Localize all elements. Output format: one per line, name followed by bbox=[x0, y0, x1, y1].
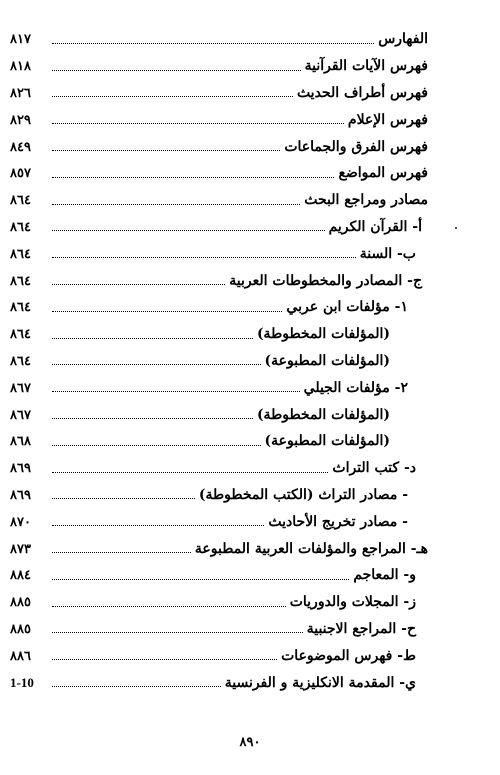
toc-entry-title: ح- المراجع الاجنبية bbox=[306, 620, 416, 637]
toc-entry bbox=[10, 508, 428, 535]
toc-entry-title: ٢- مؤلفات الجيلي bbox=[303, 379, 408, 396]
toc-entry bbox=[10, 374, 428, 401]
toc-entry-page-number: ٨٨٦ bbox=[10, 647, 31, 663]
toc-entry-title: ١- مؤلفات ابن عربي bbox=[286, 299, 408, 316]
toc-entry-page-number: ٨١٧ bbox=[10, 31, 31, 47]
toc-entry bbox=[10, 214, 428, 241]
toc-entry-title: هـ- المراجع والمؤلفات العربية المطبوعة bbox=[194, 540, 428, 557]
toc-entry-title: - مصادر التراث (الكتب المخطوطة) bbox=[198, 486, 408, 503]
dot-leader bbox=[52, 257, 356, 258]
toc-entry-page-number: ٨٦٩ bbox=[10, 460, 31, 476]
toc-entry-title: (المؤلفات المطبوعة) bbox=[264, 433, 390, 450]
toc-entry-page-number: ٨٢٦ bbox=[10, 84, 31, 100]
dot-leader bbox=[52, 230, 325, 231]
dot-leader bbox=[52, 472, 328, 473]
toc-entry-title: د- كتب التراث bbox=[332, 460, 416, 477]
toc-entry bbox=[10, 106, 428, 133]
toc-entry bbox=[10, 348, 428, 375]
toc-entry-page-number: ٨٦٤ bbox=[10, 326, 31, 342]
toc-entry-title: الفهارس bbox=[378, 31, 428, 48]
toc-entry bbox=[10, 53, 428, 80]
dot-leader bbox=[52, 418, 253, 419]
toc-entry bbox=[10, 294, 428, 321]
toc-entry-title: (المؤلفات المطبوعة) bbox=[264, 352, 390, 369]
toc-entry-title: مصادر ومراجع البحث bbox=[304, 192, 428, 209]
toc-entry bbox=[10, 669, 428, 696]
dot-leader bbox=[52, 338, 253, 339]
toc-entry bbox=[10, 562, 428, 589]
dot-leader bbox=[52, 632, 303, 633]
toc-entry-title: (المؤلفات المخطوطة) bbox=[256, 326, 390, 343]
dot-leader bbox=[52, 177, 334, 178]
dot-leader bbox=[52, 96, 293, 97]
toc-entry bbox=[10, 535, 428, 562]
toc-entry-page-number: 1-10 bbox=[10, 674, 34, 690]
toc-entry-page-number: ٨٦٤ bbox=[10, 218, 31, 234]
toc-entry bbox=[10, 482, 428, 509]
dot-leader bbox=[52, 150, 280, 151]
toc-entry-title: ز- المجلات والدوريات bbox=[289, 594, 416, 611]
dot-leader bbox=[52, 43, 374, 44]
stray-mark bbox=[455, 227, 457, 229]
toc-entry bbox=[10, 80, 428, 107]
toc-entry bbox=[10, 616, 428, 643]
toc-entry bbox=[10, 187, 428, 214]
toc-entry bbox=[10, 455, 428, 482]
toc-entry-page-number: ٨٦٤ bbox=[10, 192, 31, 208]
toc-entry-title: ي- المقدمة الانكليزية و الفرنسية bbox=[224, 674, 416, 691]
table-of-contents bbox=[10, 26, 428, 696]
toc-entry-title: فهرس أطراف الحديث bbox=[296, 84, 428, 101]
toc-entry-page-number: ٨٢٩ bbox=[10, 111, 31, 127]
toc-entry-title: و- المعاجم bbox=[353, 567, 416, 584]
toc-entry-page-number: ٨٧٠ bbox=[10, 513, 31, 529]
toc-entry-page-number: ٨٦٤ bbox=[10, 352, 31, 368]
dot-leader bbox=[52, 364, 261, 365]
toc-entry-title: ط- فهرس الموضوعات bbox=[281, 647, 416, 664]
dot-leader bbox=[52, 445, 261, 446]
toc-entry-title: ج- المصادر والمخطوطات العربية bbox=[229, 272, 422, 289]
toc-entry bbox=[10, 589, 428, 616]
toc-entry-page-number: ٨٦٩ bbox=[10, 486, 31, 502]
toc-entry-page-number: ٨٥٧ bbox=[10, 165, 31, 181]
toc-entry-page-number: ٨٨٥ bbox=[10, 620, 31, 636]
toc-entry-title: أ- القرآن الكريم bbox=[328, 218, 422, 235]
page-number: ٨٩٠ bbox=[239, 734, 261, 749]
dot-leader bbox=[52, 659, 277, 660]
toc-entry-title: فهرس الآيات القرآنية bbox=[304, 58, 428, 75]
toc-entry-page-number: ٨٦٤ bbox=[10, 272, 31, 288]
dot-leader bbox=[52, 123, 344, 124]
toc-entry bbox=[10, 428, 428, 455]
toc-entry-page-number: ٨٦٤ bbox=[10, 299, 31, 315]
dot-leader bbox=[52, 552, 191, 553]
dot-leader bbox=[52, 606, 286, 607]
dot-leader bbox=[52, 311, 282, 312]
toc-entry-page-number: ٨١٨ bbox=[10, 58, 31, 74]
toc-entry bbox=[10, 401, 428, 428]
toc-entry-title: فهرس الفرق والجماعات bbox=[284, 138, 428, 155]
dot-leader bbox=[52, 204, 300, 205]
dot-leader bbox=[52, 579, 349, 580]
toc-entry-page-number: ٨٤٩ bbox=[10, 138, 31, 154]
toc-entry bbox=[10, 240, 428, 267]
toc-entry bbox=[10, 267, 428, 294]
toc-entry-title: ب- السنة bbox=[359, 245, 416, 262]
toc-entry-title: فهرس الإعلام bbox=[347, 111, 428, 128]
toc-entry-title: - مصادر تخريج الأحاديث bbox=[268, 513, 408, 530]
toc-entry-page-number: ٨٦٨ bbox=[10, 433, 31, 449]
dot-leader bbox=[52, 284, 225, 285]
dot-leader bbox=[52, 498, 195, 499]
toc-entry bbox=[10, 26, 428, 53]
toc-entry-page-number: ٨٦٧ bbox=[10, 406, 31, 422]
dot-leader bbox=[52, 686, 221, 687]
toc-entry bbox=[10, 133, 428, 160]
toc-entry-page-number: ٨٧٣ bbox=[10, 540, 31, 556]
toc-entry-page-number: ٨٨٤ bbox=[10, 567, 31, 583]
toc-entry bbox=[10, 160, 428, 187]
toc-entry bbox=[10, 642, 428, 669]
dot-leader bbox=[52, 391, 300, 392]
toc-entry bbox=[10, 321, 428, 348]
toc-entry-page-number: ٨٦٧ bbox=[10, 379, 31, 395]
toc-entry-title: فهرس المواضع bbox=[338, 165, 428, 182]
toc-entry-page-number: ٨٨٥ bbox=[10, 594, 31, 610]
dot-leader bbox=[52, 525, 264, 526]
dot-leader bbox=[52, 70, 301, 71]
toc-entry-title: (المؤلفات المخطوطة) bbox=[256, 406, 390, 423]
toc-entry-page-number: ٨٦٤ bbox=[10, 245, 31, 261]
